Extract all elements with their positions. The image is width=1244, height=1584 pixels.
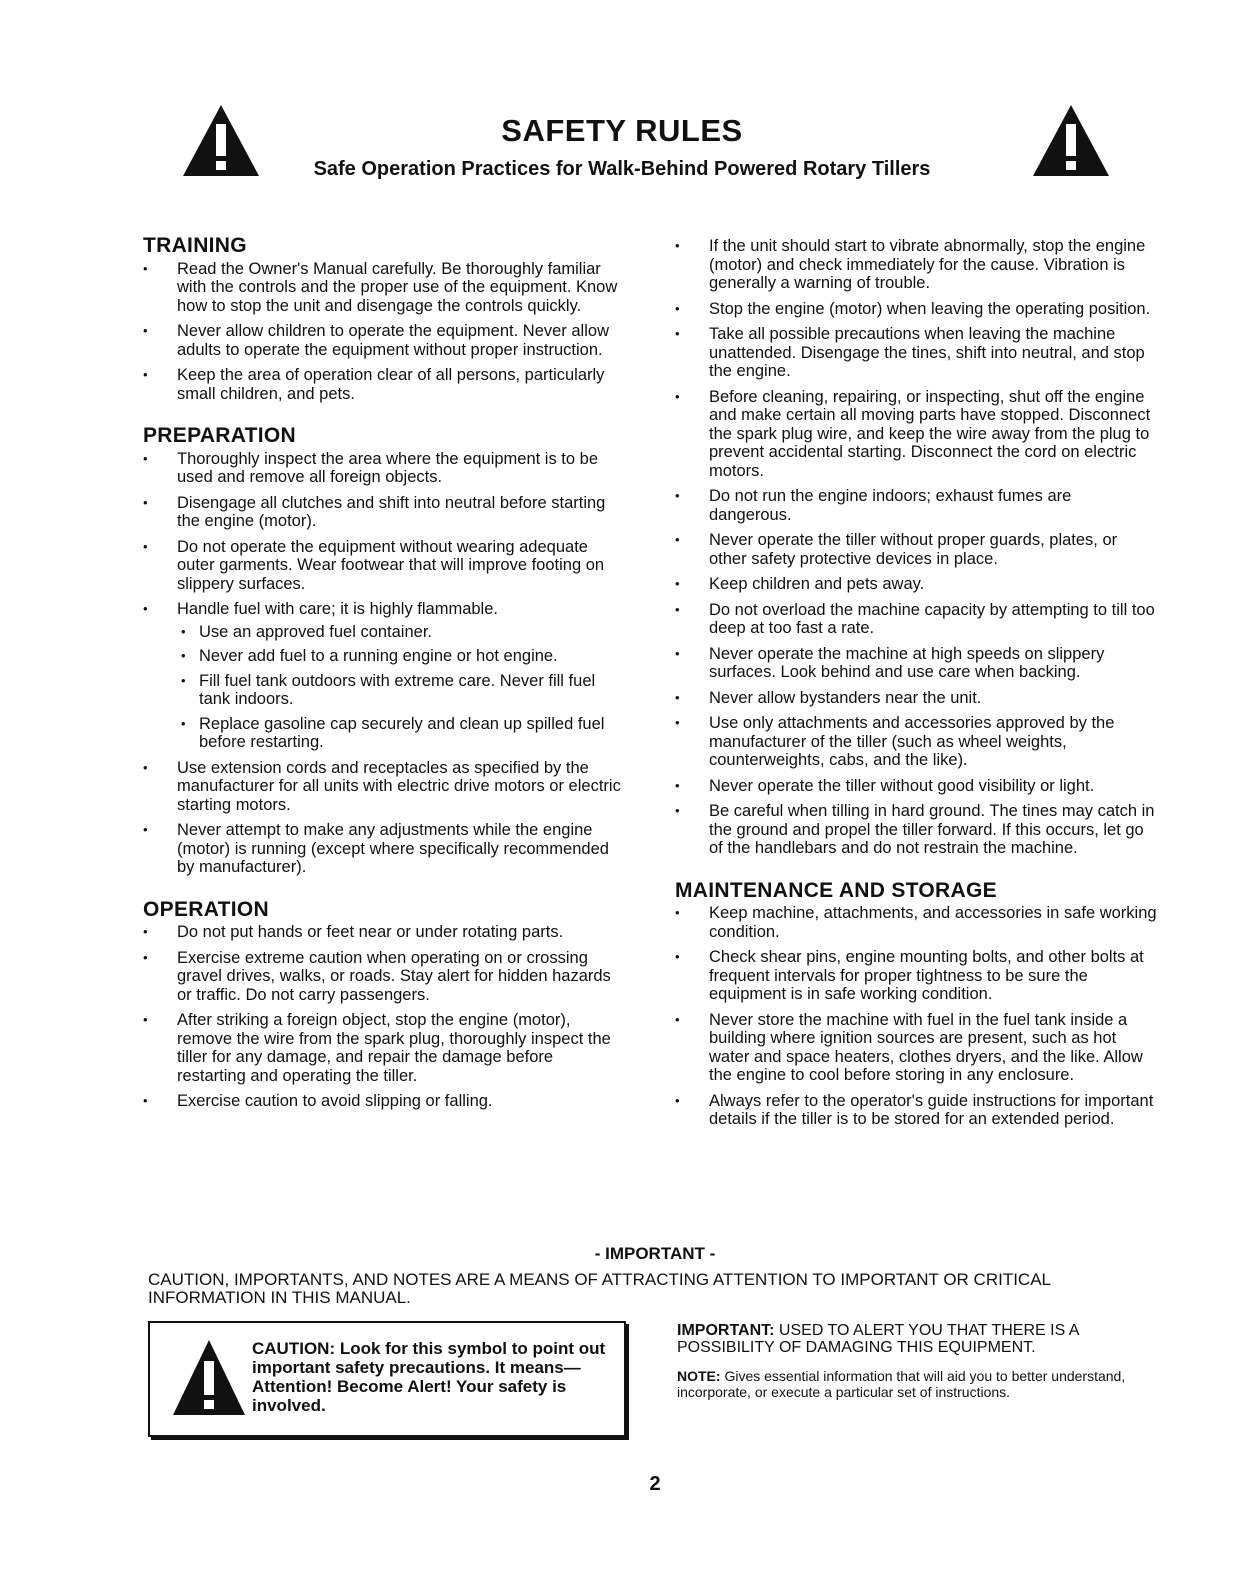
list-item: • Never operate the machine at high speeds on slippery surfaces. Look behind and use care when backing.	[675, 645, 1157, 682]
note	[677, 1368, 1167, 1400]
notes-block	[677, 1322, 1167, 1400]
preparation-section	[143, 424, 625, 877]
list-item: • Never allow bystanders near the unit.	[675, 689, 1157, 708]
list-item: • Do not put hands or feet near or under rotating parts.	[143, 923, 625, 942]
list-item	[143, 600, 625, 752]
list-item: • Keep machine, attachments, and accessories in safe working condition.	[675, 904, 1157, 941]
warning-triangle-icon	[170, 1337, 248, 1419]
left-column	[143, 234, 625, 1135]
training-section	[143, 234, 625, 403]
list-item: • Check shear pins, engine mounting bolts, and other bolts at frequent intervals for proper tightness to be sure the equipment is in safe working condition.	[675, 948, 1157, 1004]
page-number: 2	[649, 1473, 661, 1495]
list-item: • Be careful when tilling in hard ground. The tines may catch in the ground and propel the tiller forward. If this occurs, let go of the handlebars and do not restrain the machine.	[675, 802, 1157, 858]
caution-box	[148, 1321, 626, 1437]
list-item: • Use only attachments and accessories approved by the manufacturer of the tiller (such as wheel weights, counterweights, cabs, and the like).	[675, 714, 1157, 770]
list-item: • Never allow children to operate the equipment. Never allow adults to operate the equipment without proper instruction.	[143, 322, 625, 359]
list-item: • Always refer to the operator's guide instructions for important details if the tiller is to be stored for an extended period.	[675, 1092, 1157, 1129]
list-item: • Use extension cords and receptacles as specified by the manufacturer for all units with electric drive motors or electric starting motors.	[143, 759, 625, 815]
list-item: • Exercise extreme caution when operating on or crossing gravel drives, walks, or roads. Stay alert for hidden hazards or traffic. Do not carry passengers.	[143, 949, 625, 1005]
list-item: • Disengage all clutches and shift into neutral before starting the engine (motor).	[143, 494, 625, 531]
important-text: CAUTION, IMPORTANTS, AND NOTES ARE A MEANS OF ATTRACTING ATTENTION TO IMPORTANT OR CRITICAL INFORMATION IN THIS MANUAL.	[148, 1270, 1051, 1307]
list-item: • Keep the area of operation clear of all persons, particularly small children, and pets.	[143, 366, 625, 403]
list-item: • Never operate the tiller without proper guards, plates, or other safety protective devices in place.	[675, 531, 1157, 568]
list-item: • Do not operate the equipment without wearing adequate outer garments. Wear footwear that will improve footing on slippery surfaces.	[143, 538, 625, 594]
training-heading: TRAINING	[143, 234, 247, 257]
list-item: • Take all possible precautions when leaving the machine unattended. Disengage the tines, shift into neutral, and stop the engine.	[675, 325, 1157, 381]
list-item: • Use an approved fuel container.	[177, 623, 625, 642]
list-item: • Keep children and pets away.	[675, 575, 1157, 594]
training-list	[143, 260, 625, 404]
list-item: • Replace gasoline cap securely and clean up spilled fuel before restarting.	[177, 715, 625, 752]
list-item: • Never attempt to make any adjustments while the engine (motor) is running (except where specifically recommended by manufacturer).	[143, 821, 625, 877]
list-item: • Do not run the engine indoors; exhaust fumes are dangerous.	[675, 487, 1157, 524]
list-item-text: Handle fuel with care; it is highly flammable.	[177, 600, 498, 618]
operation-heading: OPERATION	[143, 897, 269, 921]
list-item: • Exercise caution to avoid slipping or falling.	[143, 1092, 625, 1111]
list-item: • Read the Owner's Manual carefully. Be thoroughly familiar with the controls and the proper use of the equipment. Know how to stop the unit and disengage the controls quickly.	[143, 260, 625, 316]
important-note	[677, 1322, 1167, 1356]
list-item: • Do not overload the machine capacity by attempting to till too deep at too fast a rate.	[675, 601, 1157, 638]
list-item: • Thoroughly inspect the area where the equipment is to be used and remove all foreign objects.	[143, 450, 625, 487]
list-item: • Never store the machine with fuel in the fuel tank inside a building where ignition sources are present, such as hot water and space heaters, clothes dryers, and the like. Allow the engine to cool before storing in any enclosure.	[675, 1011, 1157, 1085]
preparation-list	[143, 450, 625, 877]
list-item: • Never add fuel to a running engine or hot engine.	[177, 647, 625, 666]
operation-section	[143, 897, 625, 1111]
list-item: • Stop the engine (motor) when leaving the operating position.	[675, 300, 1157, 319]
important-label: IMPORTANT:	[677, 1322, 775, 1339]
page-title: SAFETY RULES	[501, 113, 743, 148]
maintenance-list	[675, 904, 1157, 1129]
fuel-sublist	[177, 623, 625, 752]
list-item: • If the unit should start to vibrate abnormally, stop the engine (motor) and check immediately for the cause. Vibration is generally a warning of trouble.	[675, 237, 1157, 293]
maintenance-heading: MAINTENANCE AND STORAGE	[675, 878, 997, 902]
caution-text: CAUTION: Look for this symbol to point out important safety precautions. It means—Attention! Become Alert! Your safety is involved.	[252, 1339, 606, 1415]
list-item: • After striking a foreign object, stop the engine (motor), remove the wire from the spark plug, thoroughly inspect the tiller for any damage, and repair the damage before restarting and operating the tiller.	[143, 1011, 625, 1085]
right-column	[675, 237, 1157, 1153]
important-note-text: USED TO ALERT YOU THAT THERE IS A POSSIBILITY OF DAMAGING THIS EQUIPMENT.	[677, 1322, 1079, 1356]
preparation-heading: PREPARATION	[143, 424, 297, 447]
note-text: Gives essential information that will aid you to better understand, incorporate, or execute a particular set of instructions.	[677, 1368, 1126, 1400]
operation-list-left	[143, 923, 625, 1111]
maintenance-section	[675, 878, 1157, 1129]
note-label: NOTE:	[677, 1368, 721, 1384]
operation-list-right	[675, 237, 1157, 858]
list-item: • Fill fuel tank outdoors with extreme care. Never fill fuel tank indoors.	[177, 672, 625, 709]
operation-continued	[675, 237, 1157, 858]
important-heading: - IMPORTANT -	[594, 1244, 716, 1263]
list-item: • Before cleaning, repairing, or inspecting, shut off the engine and make certain all moving parts have stopped. Disconnect the spark plug wire, and keep the wire away from the plug to prevent accidental starting. Disconnect the cord on electric motors.	[675, 388, 1157, 481]
page-subtitle: Safe Operation Practices for Walk-Behind Powered Rotary Tillers	[313, 158, 931, 180]
list-item: • Never operate the tiller without good visibility or light.	[675, 777, 1157, 796]
